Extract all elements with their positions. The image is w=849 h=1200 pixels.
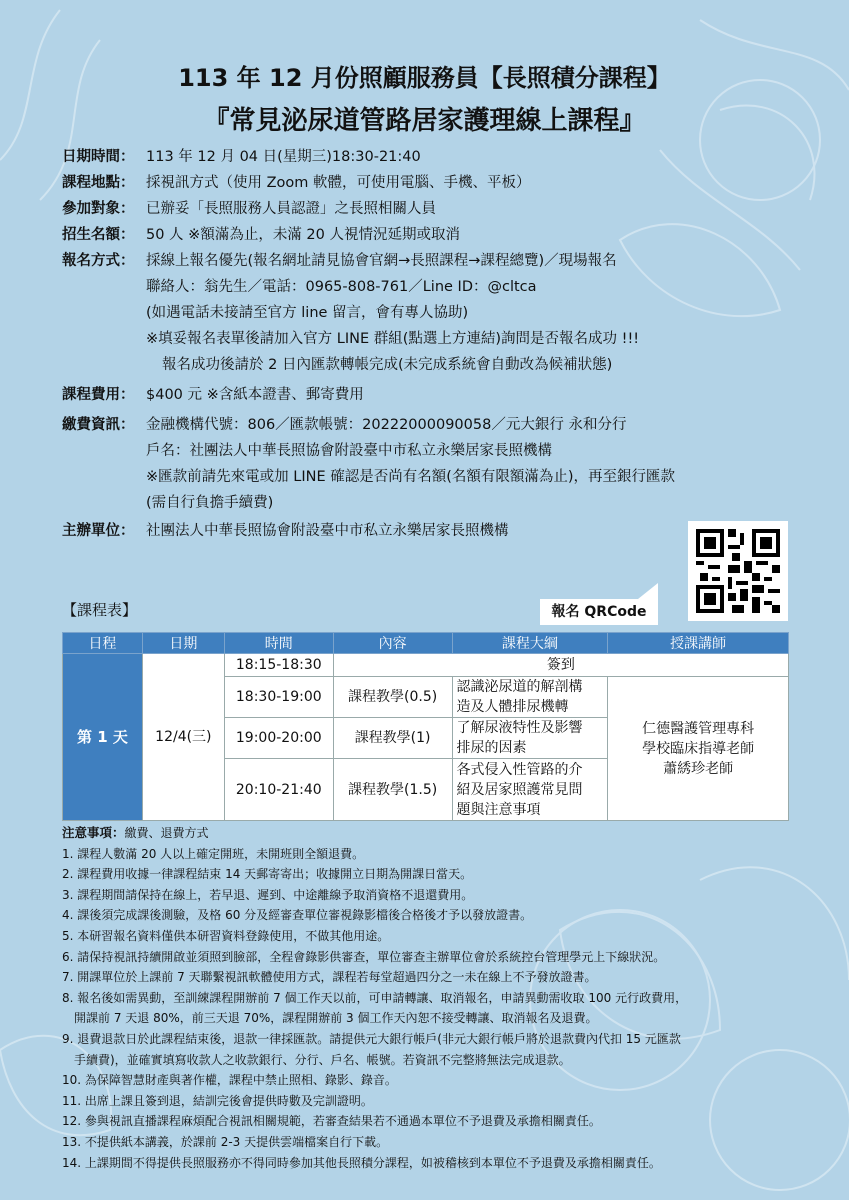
schedule-label: 【課程表】	[62, 601, 138, 619]
target-label: 參加對象：	[62, 201, 135, 217]
note-item-continued: 手續費)，並確實填寫收款人之收款銀行、分行、戶名、帳號。若資訊不完整將無法完成退款。	[74, 1052, 571, 1067]
payment-account-name: 戶名：社團法人中華長照協會附設臺中市私立永樂居家長照機構	[146, 443, 552, 459]
note-item: 9. 退費退款日於此課程結束後，退款一律採匯款。請提供元大銀行帳戶(非元大銀行帳戶將於退款費內代扣 15 元匯款	[62, 1031, 681, 1046]
payment-value: 金融機構代號：806／匯款帳號：20222000090058／元大銀行 永和分行	[146, 417, 627, 433]
header-teacher: 授課講師	[608, 633, 789, 654]
quota-value: 50 人 ※額滿為止，未滿 20 人視情況延期或取消	[146, 227, 460, 243]
note-item: 14. 上課期間不得提供長照服務亦不得同時參加其他長照積分課程，如被稽核到本單位不予退費及承擔相關責任。	[62, 1155, 661, 1170]
outline-cell	[452, 677, 608, 718]
content-cell: 簽到	[333, 654, 788, 677]
title-line-1: 113 年 12 月份照顧服務員【長照積分課程】	[178, 64, 671, 92]
payment-row	[62, 412, 822, 438]
place-label: 課程地點：	[62, 175, 135, 191]
outline-cell	[452, 718, 608, 759]
outline-line: 各式侵入性管路的介	[456, 761, 583, 778]
date-row	[62, 144, 822, 170]
note-item: 6. 請保持視訊持續開啟並須照到臉部，全程會錄影供審查，單位審查主辦單位會於系統控台管理學元上下線狀況。	[62, 949, 666, 964]
date-cell: 12/4(三)	[142, 654, 224, 821]
notes-title-rest: 繳費、退費方式	[124, 826, 209, 840]
header-time: 時間	[224, 633, 333, 654]
quota-label: 招生名額：	[62, 227, 135, 243]
header-content: 內容	[333, 633, 452, 654]
date-value: 113 年 12 月 04 日(星期三)18:30-21:40	[146, 149, 421, 165]
quota-row	[62, 222, 822, 248]
signup-note-2: ※填妥報名表單後請加入官方 LINE 群組(點選上方連結)詢問是否報名成功 !!!	[146, 331, 640, 347]
schedule-table	[62, 632, 789, 821]
header-day: 日程	[63, 633, 143, 654]
time-cell: 18:30-19:00	[224, 677, 333, 718]
host-value: 社團法人中華長照協會附設臺中市私立永樂居家長照機構	[146, 523, 509, 539]
fee-value: $400 元 ※含紙本證書、郵寄費用	[146, 387, 364, 403]
fee-row	[62, 382, 822, 408]
target-value: 已辦妥「長照服務人員認證」之長照相關人員	[146, 201, 436, 217]
signup-contact: 聯絡人：翁先生／電話：0965-808-761／Line ID：@cltca	[146, 279, 537, 295]
signup-label: 報名方式：	[62, 253, 135, 269]
signup-note-3: 報名成功後請於 2 日內匯款轉帳完成(未完成系統會自動改為候補狀態)	[162, 357, 613, 373]
signup-note-1: (如遇電話未接請至官方 line 留言，會有專人協助)	[146, 305, 469, 321]
notes-section	[62, 823, 802, 1173]
outline-cell	[452, 759, 608, 821]
content-cell: 課程教學(0.5)	[333, 677, 452, 718]
day-cell: 第 1 天	[63, 654, 143, 821]
outline-line: 紹及居家照護常見問	[456, 781, 583, 798]
outline-line: 排尿的因素	[456, 740, 527, 756]
title-line-2: 『常見泌尿道管路居家護理線上課程』	[203, 106, 646, 136]
time-cell: 19:00-20:00	[224, 718, 333, 759]
signup-row	[62, 248, 822, 274]
note-item: 13. 不提供紙本講義，於課前 2-3 天提供雲端檔案自行下載。	[62, 1134, 389, 1149]
signup-value: 採線上報名優先(報名網址請見協會官網→長照課程→課程總覽)／現場報名	[146, 253, 617, 269]
qrcode-icon	[696, 529, 780, 613]
place-row	[62, 170, 822, 196]
time-cell: 18:15-18:30	[224, 654, 333, 677]
table-row	[63, 654, 789, 677]
note-item: 1. 課程人數滿 20 人以上確定開班，未開班則全額退費。	[62, 846, 365, 861]
note-item: 4. 課後須完成課後測驗，及格 60 分及經審查單位審視錄影檔後合格後才予以發放證書。	[62, 908, 533, 923]
note-item: 8. 報名後如需異動，至訓練課程開辦前 7 個工作天以前，可申請轉讓、取消報名，申請異動需收取 100 元行政費用，	[62, 990, 688, 1005]
note-item: 3. 課程期間請保持在線上，若早退、遲到、中途離線予取消資格不退還費用。	[62, 887, 474, 902]
payment-note-2: (需自行負擔手續費)	[146, 495, 274, 511]
note-item: 10. 為保障智慧財產與著作權，課程中禁止照相、錄影、錄音。	[62, 1073, 397, 1088]
content-cell: 課程教學(1)	[333, 718, 452, 759]
notes-title: 注意事項：	[62, 825, 125, 840]
host-label: 主辦單位：	[62, 523, 135, 539]
teacher-cell	[608, 677, 789, 821]
date-label: 日期時間：	[62, 149, 135, 165]
target-row	[62, 196, 822, 222]
teacher-line: 學校臨床指導老師	[642, 740, 755, 757]
place-value: 採視訊方式（使用 Zoom 軟體，可使用電腦、手機、平板）	[146, 175, 531, 191]
outline-line: 認識泌尿道的解剖構	[456, 679, 583, 695]
note-item: 12. 參與視訊直播課程麻煩配合視訊相關規範，若審查結果若不通過本單位不予退費及承擔相關責任。	[62, 1114, 601, 1129]
schedule-header-row	[63, 633, 789, 654]
header-outline: 課程大綱	[452, 633, 608, 654]
signup-qrcode[interactable]	[688, 521, 788, 621]
note-item: 11. 出席上課且簽到退，結訓完後會提供時數及完訓證明。	[62, 1093, 373, 1108]
course-info	[62, 144, 822, 544]
payment-label: 繳費資訊：	[62, 417, 135, 433]
teacher-line: 蕭綉珍老師	[663, 760, 734, 777]
note-item: 7. 開課單位於上課前 7 天聯繫視訊軟體使用方式，課程若每堂超過四分之一未在線上不予發放證書。	[62, 970, 597, 985]
outline-line: 題與注意事項	[456, 801, 541, 818]
notes-heading	[62, 823, 802, 844]
outline-line: 造及人體排尿機轉	[456, 699, 569, 715]
note-item-continued: 開課前 7 天退 80%，前三天退 70%，課程開辦前 3 個工作天內恕不接受轉讓、取消報名及退費。	[74, 1011, 598, 1026]
teacher-line: 仁德醫護管理專科	[642, 720, 755, 737]
payment-note-1: ※匯款前請先來電或加 LINE 確認是否尚有名額(名額有限額滿為止)，再至銀行匯款	[146, 469, 676, 485]
header-date: 日期	[142, 633, 224, 654]
note-item: 2. 課程費用收據一律課程結束 14 天郵寄寄出；收據開立日期為開課日當天。	[62, 867, 473, 882]
fee-label: 課程費用：	[62, 387, 135, 403]
time-cell: 20:10-21:40	[224, 759, 333, 821]
qrcode-label: 報名 QRCode	[540, 599, 658, 625]
outline-line: 了解尿液特性及影響	[456, 720, 583, 736]
content-cell: 課程教學(1.5)	[333, 759, 452, 821]
note-item: 5. 本研習報名資料僅供本研習資料登錄使用，不做其他用途。	[62, 928, 390, 943]
